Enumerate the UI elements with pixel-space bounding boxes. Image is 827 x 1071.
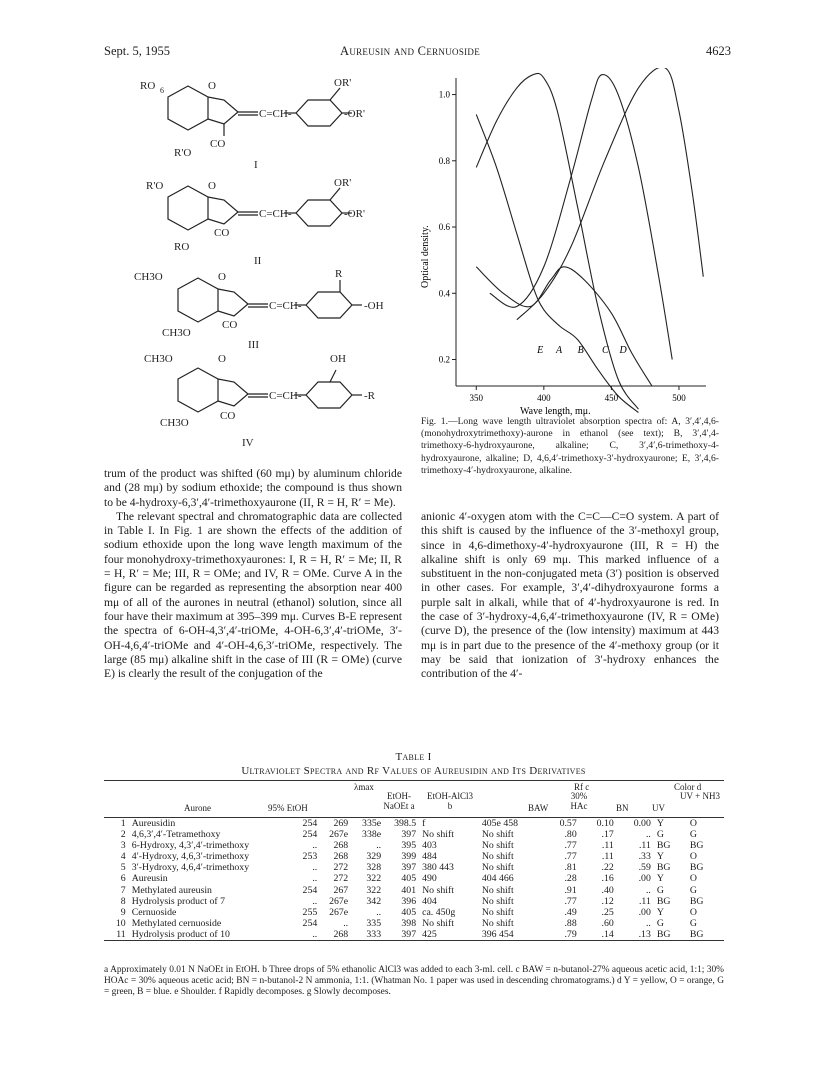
table-cell: .91 — [564, 884, 577, 896]
col-naoet: EtOH-NaOEt a — [383, 791, 415, 811]
header-color: Color d — [674, 782, 702, 792]
table-cell: 9 — [120, 906, 126, 918]
curve-a — [476, 73, 638, 409]
chart-curves — [476, 68, 703, 412]
table-row — [104, 829, 724, 840]
table-row — [104, 851, 724, 862]
table-cell: .28 — [564, 873, 577, 885]
table-cell: BG — [689, 895, 704, 907]
table-cell: .13 — [638, 928, 651, 940]
table-cell: No shift — [481, 851, 514, 863]
table-cell: 404 466 — [481, 873, 514, 885]
y-tick-label: 0.8 — [438, 155, 450, 166]
table-cell: 484 — [422, 851, 437, 863]
running-header-title: Aureusin and Cernuoside — [340, 44, 481, 58]
table-cell: Methylated aureusin — [131, 884, 212, 896]
table-cell: .59 — [638, 862, 651, 874]
table-cell: 396 — [401, 895, 417, 907]
table-cell: 268 — [333, 928, 349, 940]
table-cell: 335 — [366, 917, 382, 929]
table-cell: 4 — [120, 851, 126, 863]
struct-IV-right-mid: -R — [364, 390, 375, 402]
table-cell: Y — [656, 906, 664, 918]
table-cell: 4′-Hydroxy, 4,6,3′-trimethoxy — [131, 851, 250, 863]
table-cell: .77 — [564, 851, 577, 863]
table-cell: 268 — [333, 840, 349, 852]
struct-III-label: III — [248, 339, 259, 351]
table-1 — [104, 780, 724, 941]
table-cell: 5 — [120, 862, 126, 874]
col-baw: BAW — [528, 803, 549, 813]
table-cell: .11 — [601, 851, 614, 863]
table-cell: BG — [689, 862, 704, 874]
struct-I-right-top: OR' — [334, 77, 352, 89]
table-cell: 4,6,3′,4′-Tetramethoxy — [131, 829, 221, 841]
struct-II-carbonyl: CO — [214, 227, 230, 239]
table-cell: 0.10 — [596, 818, 614, 829]
curve-label-c: C — [601, 344, 609, 356]
x-tick-label: 500 — [672, 393, 686, 403]
table-cell: .77 — [564, 840, 577, 852]
table-row — [104, 873, 724, 884]
table-cell: 254 — [302, 884, 318, 896]
table-body — [104, 818, 724, 941]
table-cell: Cernuoside — [131, 906, 177, 918]
table-cell: 268 — [333, 851, 349, 863]
table-cell: No shift — [481, 840, 514, 852]
table-cell: .12 — [601, 895, 614, 907]
table-cell: BG — [689, 928, 704, 940]
table-cell: 490 — [422, 873, 437, 885]
struct-II-bottom-sub: RO — [174, 241, 190, 253]
table-cell: Aureusidin — [131, 818, 176, 829]
curve-e — [476, 267, 652, 386]
struct-IV-bottom-sub: CH3O — [160, 417, 189, 429]
table-cell: No shift — [422, 829, 454, 841]
table-cell: .11 — [638, 895, 651, 907]
table-cell: .33 — [638, 851, 651, 863]
table-cell: G — [656, 884, 664, 896]
table-cell: No shift — [481, 906, 514, 918]
table-cell: G — [689, 917, 697, 929]
table-cell: 405e 458 — [481, 818, 519, 829]
table-cell: 333 — [366, 928, 382, 940]
paragraph: anionic 4′-oxygen atom with the C=C—C=O system. A part of this shift is caused by the influence of the 3′-methoxyl group, since in 4,6-dimethoxy-4′-hydroxyaurone (III, R = H) the alkaline shift is only 69 mμ. This marked influence of a substituent in the non-conjugated meta (3′) position is observed in other cases. For example, 3′,4′-dihydroxyaurone forms a purple salt in alkali, while that of 4′-hydroxyaurone is red. In the case of 3′-hydroxy-4,6,4′-trimethoxyaurone (IV, R = OMe) (curve D), the presence of the (low intensity) maximum at 443 mμ is in part due to the presence of the 4′-methoxy group (or it may be said that ionization of 3′-hydroxy enhances the contribution of the 4′- — [421, 510, 719, 681]
table-cell: 267e — [329, 906, 349, 918]
table-cell: .00 — [638, 873, 651, 885]
table-row — [104, 818, 724, 829]
struct-IV-oxygen: O — [218, 353, 226, 365]
table-cell: No shift — [422, 884, 454, 896]
absorption-spectra-chart — [414, 68, 714, 418]
table-cell: Hydrolysis product of 10 — [131, 928, 230, 940]
header-lambda: λmax — [354, 782, 374, 792]
phenyl-ring — [296, 100, 342, 126]
struct-II-methine: C=CH- — [259, 208, 292, 220]
table-cell: Aureusin — [131, 873, 168, 885]
col-uv-nh3: UV + NH3 — [680, 791, 720, 801]
table-cell: No shift — [481, 895, 514, 907]
table-cell: 329 — [366, 851, 382, 863]
x-tick-label: 350 — [469, 393, 484, 403]
struct-I-num: 6 — [160, 86, 164, 95]
struct-IV-label: IV — [242, 437, 254, 449]
table-cell: .. — [376, 840, 382, 852]
table-cell: .49 — [564, 906, 577, 918]
table-cell: BG — [656, 862, 671, 874]
table-cell: O — [689, 906, 697, 918]
benzo-ring — [168, 86, 208, 130]
curve-label-e: E — [537, 344, 544, 356]
table-cell: .88 — [564, 917, 577, 929]
col-hac: 30% HAc — [570, 791, 588, 811]
table-cell: O — [689, 851, 697, 863]
y-axis-label: Optical density. — [420, 225, 431, 288]
table-cell: Y — [656, 818, 664, 829]
table-cell: .11 — [601, 840, 614, 852]
y-tick-label: 0.2 — [438, 354, 450, 365]
table-cell: 267 — [333, 884, 349, 896]
struct-II-left-sub: R'O — [146, 180, 164, 192]
table-cell: 0.00 — [633, 818, 651, 829]
struct-IV-left-sub: CH3O — [144, 353, 173, 365]
table-cell: 397 — [401, 928, 417, 940]
col-etoh: 95% EtOH — [268, 803, 308, 813]
table-cell: .. — [645, 917, 651, 929]
curve-c — [490, 75, 672, 360]
table-cell: Y — [656, 873, 664, 885]
table-cell: .. — [343, 917, 349, 929]
struct-III-right-mid: -OH — [364, 300, 384, 312]
table-cell: 398 — [401, 917, 417, 929]
y-tick-label: 1.0 — [438, 89, 450, 100]
header-rf: Rf c — [574, 782, 590, 792]
struct-I-oxygen: O — [208, 80, 216, 92]
struct-II-oxygen: O — [208, 180, 216, 192]
table-cell: .22 — [601, 862, 614, 874]
struct-III-oxygen: O — [218, 271, 226, 283]
table-cell: 267e — [329, 829, 349, 841]
table-cell: 425 — [422, 928, 437, 940]
table-cell: .60 — [601, 917, 614, 929]
table-cell: Y — [656, 851, 664, 863]
col-bn: BN — [616, 803, 629, 813]
table-cell: 272 — [333, 873, 349, 885]
curve-label-b: B — [577, 344, 584, 356]
table-cell: 380 443 — [422, 862, 454, 874]
struct-III-right-top: R — [335, 268, 343, 280]
table-cell: .81 — [564, 862, 577, 874]
table-cell: 7 — [120, 884, 126, 896]
struct-I-carbonyl: CO — [210, 138, 226, 150]
struct-II-label: II — [254, 255, 262, 267]
table-cell: No shift — [481, 917, 514, 929]
table-cell: 398.5 — [394, 818, 417, 829]
struct-III-bottom-sub: CH3O — [162, 327, 191, 339]
struct-I-bottom-sub: R'O — [174, 147, 192, 159]
table-cell: .40 — [601, 884, 614, 896]
chemical-structures — [108, 72, 388, 462]
table-cell: BG — [656, 895, 671, 907]
table-row — [104, 896, 724, 907]
table-header — [104, 780, 724, 818]
table-cell: .00 — [638, 906, 651, 918]
table-row — [104, 918, 724, 929]
table-cell: .14 — [601, 928, 614, 940]
table-cell: 269 — [333, 818, 349, 829]
struct-I-right-mid: -OR' — [344, 108, 365, 120]
table-cell: .79 — [564, 928, 577, 940]
table-cell: O — [689, 873, 697, 885]
struct-IV-right-top: OH — [330, 353, 346, 365]
curve-d — [517, 68, 703, 320]
table-cell: G — [689, 884, 697, 896]
table-cell: 328 — [366, 862, 382, 874]
running-header-date: Sept. 5, 1955 — [104, 44, 170, 58]
x-tick-label: 400 — [537, 393, 551, 403]
table-cell: 2 — [120, 829, 126, 841]
table-cell: .. — [645, 829, 651, 841]
table-title: Ultraviolet Spectra and Rf Values of Aureusidin and Its Derivatives — [241, 765, 586, 777]
table-cell: 404 — [422, 895, 437, 907]
table-cell: 6-Hydroxy, 4,3′,4′-trimethoxy — [131, 840, 250, 852]
table-cell: 254 — [302, 829, 318, 841]
table-cell: BG — [656, 928, 671, 940]
table-cell: 338e — [362, 829, 382, 841]
table-cell: Hydrolysis product of 7 — [131, 895, 226, 907]
table-cell: 267e — [329, 895, 349, 907]
right-column-text — [421, 510, 719, 682]
table-cell: .. — [312, 928, 318, 940]
paragraph: trum of the product was shifted (60 mμ) by aluminum chloride and (28 mμ) by sodium ethoxide; the compound is thus shown to be 4-hydroxy-6,3′,4′-trimethoxyaurone (II, R = H, R′ = Me). — [104, 467, 402, 509]
struct-I-label: I — [254, 159, 258, 171]
table-cell: 322 — [366, 884, 382, 896]
table-cell: ca. 450g — [422, 906, 456, 918]
table-cell: G — [656, 829, 664, 841]
page-number: 4623 — [706, 44, 731, 58]
y-tick-label: 0.4 — [438, 288, 450, 299]
chart-axes — [456, 78, 706, 386]
table-cell: G — [656, 917, 664, 929]
table-footnotes: a Approximately 0.01 N NaOEt in EtOH. b Three drops of 5% ethanolic AlCl3 was added to each 3-ml. cell. c BAW = n-butanol-27% aqueous acetic acid, 1:1; 30% HOAc = 30% aqueous acetic acid; BN = n-butanol-2 N ammonia, 1:1. (Whatman No. 1 paper was used in descending chromatograms.) d Y = yellow, O = orange, G = green, B = blue. e Shoulder. f Rapidly decomposes. g Slowly decomposes. — [104, 965, 724, 998]
table-cell: f — [422, 818, 426, 829]
table-cell: Methylated cernuoside — [131, 917, 222, 929]
left-column-text — [104, 467, 402, 681]
struct-I-methine: C=CH- — [259, 108, 292, 120]
curve-label-a: A — [556, 344, 563, 356]
table-cell: O — [689, 818, 697, 829]
col-uv: UV — [652, 803, 665, 813]
table-cell: BG — [656, 840, 671, 852]
col-alcl3: EtOH-AlCl3 b — [427, 791, 473, 811]
struct-IV-carbonyl: CO — [220, 410, 236, 422]
table-cell: 396 454 — [481, 928, 514, 940]
table-cell: No shift — [481, 862, 514, 874]
table-cell: 1 — [120, 818, 126, 829]
table-cell: 10 — [115, 917, 126, 929]
figure-caption: Fig. 1.—Long wave length ultraviolet absorption spectra of: A, 3′,4′,4,6-(monohydroxytrimethoxy)-aurone in ethanol (see text); B, 3′,4′,4-trimethoxy-6-hydroxyaurone, alkaline; C, 3′,4′,6-trimethoxy-4-hydroxyaurone, alkaline; D, 4,6,4′-trimethoxy-3′-hydroxyaurone; E, 3′,4,6-trimethoxy-4′-hydroxyaurone, alkaline. — [421, 416, 719, 476]
table-cell: 8 — [120, 895, 126, 907]
table-cell: .80 — [564, 829, 577, 841]
table-cell: 253 — [302, 851, 318, 863]
table-cell: 395 — [401, 840, 417, 852]
table-cell: .. — [312, 895, 318, 907]
table-cell: 11 — [116, 928, 126, 940]
struct-III-methine: C=CH- — [269, 300, 302, 312]
paragraph: The relevant spectral and chromatographic data are collected in Table I. In Fig. 1 are shown the effects of the addition of sodium ethoxide upon the long wave length maximum of the four monohydroxy-trimethoxyaurones: I, R = H, R′ = Me; II, R = H, R′ = Me; III, R = OMe; and IV, R = OMe. Curve A in the figure can be regarded as representing the absorption near 400 mμ of all of the aurones in neutral (ethanol) solution, since all four have their maximum at 395–399 mμ. Curves B-E represent the spectra of 6-OH-4,3′,4′-triOMe, 4-OH-6,3′,4′-triOMe, 3′-OH-4,6,4′-triOMe and 4′-OH-4,6,3′-triOMe, respectively. The large (85 mμ) alkaline shift in the case of III (R = OMe) (curve E) is clearly the result of the conjugation of the — [104, 509, 402, 681]
table-row — [104, 862, 724, 873]
table-row — [104, 907, 724, 918]
table-cell: 3′-Hydroxy, 4,6,4′-trimethoxy — [131, 862, 250, 874]
curve-label-d: D — [619, 344, 627, 356]
y-tick-label: 0.6 — [438, 222, 450, 233]
col-aurone: Aurone — [184, 803, 211, 813]
x-axis-label: Wave length, mμ. — [520, 406, 591, 417]
table-row — [104, 840, 724, 851]
table-cell: 3 — [120, 840, 126, 852]
table-cell: No shift — [481, 829, 514, 841]
table-cell: 397 — [401, 862, 417, 874]
table-cell: .25 — [601, 906, 614, 918]
table-cell: 6 — [120, 873, 126, 885]
struct-II-right-top: OR' — [334, 177, 352, 189]
table-cell: .16 — [601, 873, 614, 885]
table-row — [104, 885, 724, 896]
table-cell: G — [689, 829, 697, 841]
table-cell: .11 — [638, 840, 651, 852]
struct-III-left-sub: CH3O — [134, 271, 163, 283]
chart-ticks — [439, 90, 686, 403]
table-cell: 405 — [401, 906, 417, 918]
table-cell: 397 — [401, 829, 417, 841]
table-cell: 335e — [362, 818, 382, 829]
table-cell: 272 — [333, 862, 349, 874]
x-tick-label: 450 — [604, 393, 619, 403]
table-cell: .77 — [564, 895, 577, 907]
table-label: Table I — [395, 751, 432, 763]
struct-I-left-sub: RO — [140, 80, 156, 92]
table-cell: 399 — [401, 851, 417, 863]
table-cell: 255 — [302, 906, 318, 918]
table-row — [104, 929, 724, 941]
struct-III-carbonyl: CO — [222, 319, 238, 331]
struct-IV-methine: C=CH- — [269, 390, 302, 402]
table-cell: 342 — [366, 895, 382, 907]
table-cell: 254 — [302, 818, 318, 829]
table-cell: .. — [312, 840, 318, 852]
table-cell: .. — [312, 873, 318, 885]
table-cell: 254 — [302, 917, 318, 929]
table-cell: No shift — [481, 884, 514, 896]
table-cell: .. — [376, 906, 382, 918]
table-cell: 401 — [401, 884, 417, 896]
struct-II-right-mid: -OR' — [344, 208, 365, 220]
table-cell: .. — [645, 884, 651, 896]
table-cell: 403 — [422, 840, 437, 852]
table-cell: 322 — [366, 873, 382, 885]
table-cell: .. — [312, 862, 318, 874]
table-cell: 405 — [401, 873, 417, 885]
table-cell: BG — [689, 840, 704, 852]
table-cell: 0.57 — [559, 818, 577, 829]
table-cell: No shift — [422, 917, 454, 929]
table-cell: .17 — [601, 829, 614, 841]
